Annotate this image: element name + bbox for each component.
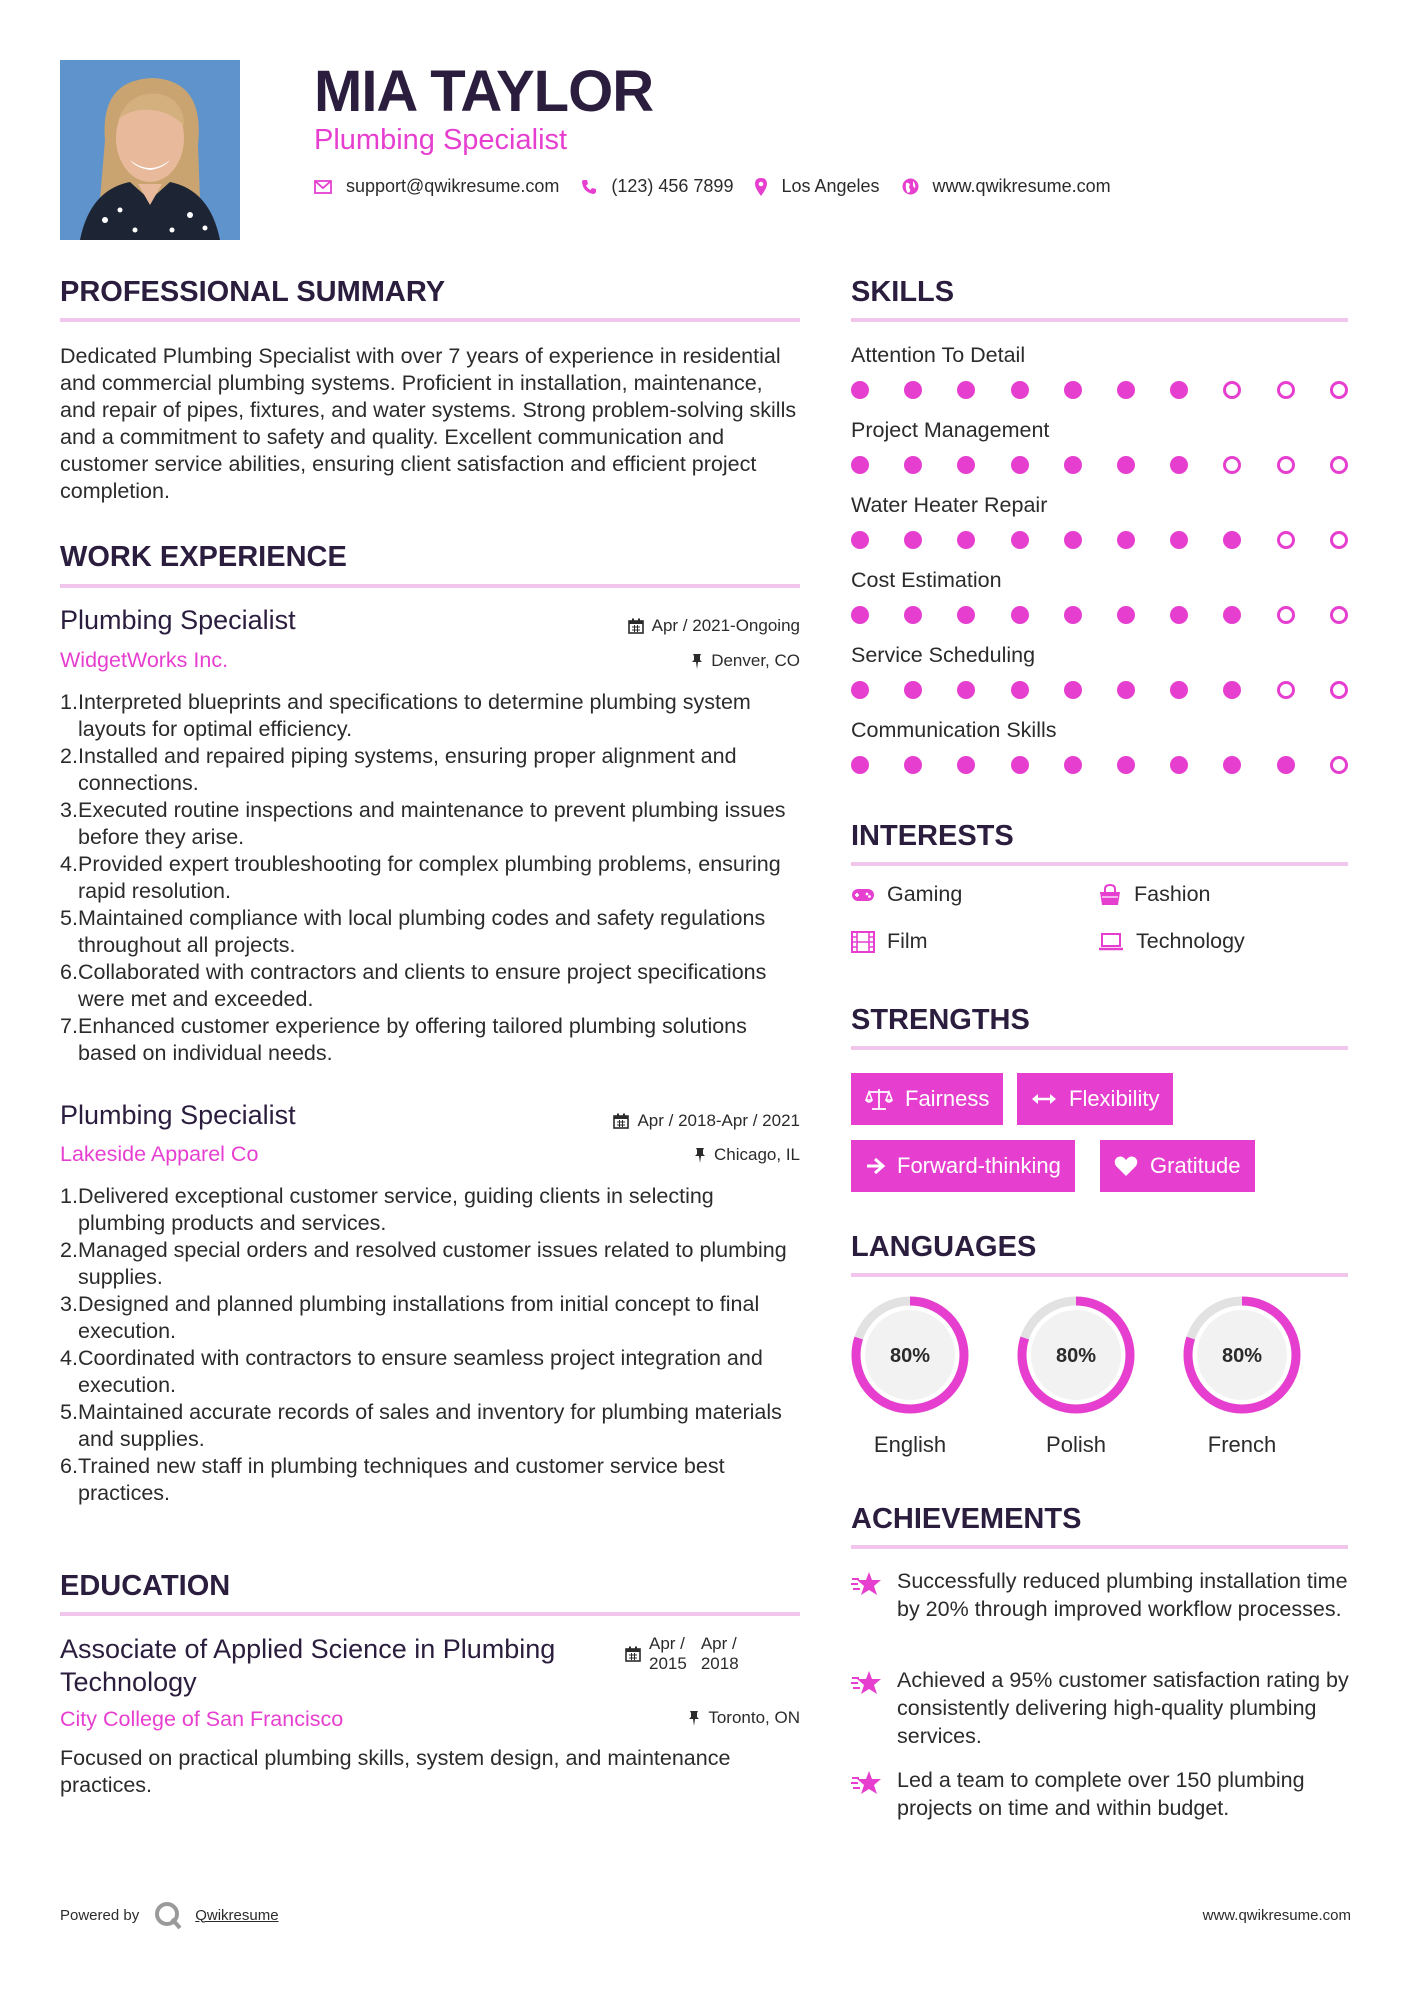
rating-dot-filled [957,381,975,399]
languages-divider [851,1273,1348,1277]
gamepad-icon [851,887,875,903]
rating-dot-filled [1170,606,1188,624]
rating-dot-filled [957,456,975,474]
skills-divider [851,318,1348,322]
experience-heading: WORK EXPERIENCE [60,541,347,573]
globe-icon [902,178,919,195]
rating-dot-filled [851,606,869,624]
rating-dot-filled [1170,681,1188,699]
list-item: Maintained compliance with local plumbing codes and safety regulations throughout all projects. [78,906,766,957]
contact-phone[interactable] [581,176,733,197]
degree-line-1: Associate of Applied Science in Plumbing [60,1634,556,1664]
skills-heading: SKILLS [851,276,955,308]
skill-rating [851,606,1351,626]
rating-dot-filled [1117,756,1135,774]
brand-link[interactable]: Qwikresume [195,1906,279,1924]
calendar-icon [628,618,644,634]
profile-photo [60,60,240,240]
pin-icon [694,1147,706,1163]
list-item: Trained new staff in plumbing techniques and customer service best practices. [78,1454,725,1505]
rating-dot-filled [851,456,869,474]
shopping-bag-icon [1098,884,1122,906]
strengths-heading: STRENGTHS [851,1004,1030,1036]
job-duties-list [60,689,800,1067]
candidate-name: MIA TAYLOR [314,59,654,124]
rating-dot-filled [851,681,869,699]
rating-dot-empty [1330,456,1348,474]
skill-rating [851,381,1351,401]
interest-technology [1098,929,1245,954]
skill-name: Cost Estimation [851,568,1002,592]
pin-icon [691,653,703,669]
location-text: Los Angeles [781,176,880,196]
star-icon [851,1571,883,1597]
interest-gaming [851,882,962,907]
interest-label: Film [887,929,928,953]
job-location-text: Chicago, IL [714,1145,800,1164]
rating-dot-filled [1223,606,1241,624]
rating-dot-empty [1277,456,1295,474]
rating-dot-filled [904,756,922,774]
education-divider [60,1612,800,1616]
rating-dot-filled [1223,756,1241,774]
qwikresume-logo-icon [153,1900,183,1930]
list-item: Provided expert troubleshooting for complex plumbing problems, ensuring rapid resolution. [78,852,781,903]
language-name: French [1207,1432,1277,1457]
rating-dot-filled [1117,681,1135,699]
list-item: Delivered exceptional customer service, guiding clients in selecting plumbing products and services. [78,1184,714,1235]
calendar-icon [613,1113,629,1129]
phone-icon [581,179,597,195]
rating-dot-empty [1330,606,1348,624]
list-item: Managed special orders and resolved customer issues related to plumbing supplies. [78,1238,787,1289]
laptop-icon [1098,933,1124,951]
rating-dot-filled [1011,681,1029,699]
achievement-text: Successfully reduced plumbing installation time by 20% through improved workflow processes. [897,1569,1348,1621]
list-item: Installed and repaired piping systems, ensuring proper alignment and connections. [78,744,737,795]
education-heading: EDUCATION [60,1570,231,1602]
skill-name: Service Scheduling [851,643,1036,667]
rating-dot-filled [957,606,975,624]
rating-dot-filled [1064,756,1082,774]
start-month: Apr / [649,1634,685,1653]
rating-dot-filled [1064,381,1082,399]
achievement-text: Led a team to complete over 150 plumbing projects on time and within budget. [897,1768,1305,1820]
job-location-text: Denver, CO [711,651,800,670]
education-location-text: Toronto, ON [708,1708,800,1727]
language-percent: 80% [1221,1345,1263,1367]
envelope-icon [314,180,332,194]
rating-dot-filled [1117,606,1135,624]
school-name: City College of San Francisco [60,1707,344,1731]
start-year: 2015 [649,1654,687,1673]
degree-title [60,1633,555,1699]
rating-dot-empty [1277,606,1295,624]
rating-dot-filled [1011,456,1029,474]
powered-by-text: Powered by [60,1906,140,1924]
rating-dot-empty [1223,456,1241,474]
rating-dot-filled [1011,531,1029,549]
job-dates-text: Apr / 2018-Apr / 2021 [637,1111,800,1130]
interest-label: Fashion [1134,882,1211,906]
education-description: Focused on practical plumbing skills, system design, and maintenance practices. [60,1746,731,1797]
rating-dot-filled [1011,606,1029,624]
pin-icon [688,1710,700,1726]
summary-divider [60,318,800,322]
rating-dot-filled [1170,756,1188,774]
job-location [691,651,800,671]
website-text: www.qwikresume.com [932,176,1111,196]
achievement-item [851,1766,1351,1822]
language-item [1014,1293,1138,1458]
rating-dot-filled [851,381,869,399]
end-year: 2018 [700,1654,739,1673]
skill-rating [851,681,1351,701]
rating-dot-filled [1223,681,1241,699]
interests-divider [851,862,1348,866]
contact-location [755,176,879,197]
interest-film [851,929,928,954]
rating-dot-filled [957,681,975,699]
interests-heading: INTERESTS [851,820,1014,852]
job-dates-text: Apr / 2021-Ongoing [651,616,800,635]
job-duties-list [60,1183,800,1507]
rating-dot-filled [1064,456,1082,474]
rating-dot-filled [1117,456,1135,474]
rating-dot-filled [1011,381,1029,399]
job-dates [613,1111,800,1131]
achievement-item [851,1567,1351,1623]
map-pin-icon [755,178,767,196]
rating-dot-filled [957,756,975,774]
strength-label: Fairness [905,1086,990,1111]
rating-dot-filled [904,456,922,474]
list-item: Collaborated with contractors and clients to ensure project specifications were met and exceeded. [78,960,767,1011]
rating-dot-empty [1277,531,1295,549]
language-percent: 80% [889,1345,931,1367]
strength-badge-fairness [851,1073,1003,1125]
interest-label: Technology [1136,929,1245,953]
rating-dot-empty [1277,381,1295,399]
education-dates [625,1634,739,1674]
contact-bar [314,176,1133,197]
rating-dot-filled [1223,531,1241,549]
achievement-item [851,1666,1351,1750]
rating-dot-filled [1064,606,1082,624]
summary-heading: PROFESSIONAL SUMMARY [60,276,446,308]
rating-dot-filled [1170,531,1188,549]
film-icon [851,931,875,953]
strength-badge-gratitude [1100,1140,1255,1192]
job-location [694,1145,800,1165]
achievements-divider [851,1545,1348,1549]
rating-dot-filled [904,531,922,549]
skill-rating [851,756,1351,776]
contact-website[interactable] [902,176,1111,197]
rating-dot-filled [851,756,869,774]
rating-dot-empty [1330,531,1348,549]
rating-dot-empty [1277,681,1295,699]
rating-dot-filled [1011,756,1029,774]
rating-dot-filled [1277,756,1295,774]
strengths-divider [851,1046,1348,1050]
calendar-icon [625,1646,641,1662]
education-location [688,1708,800,1728]
language-progress-ring [1180,1293,1304,1417]
rating-dot-empty [1330,381,1348,399]
skill-name: Attention To Detail [851,343,1026,367]
rating-dot-filled [957,531,975,549]
languages-heading: LANGUAGES [851,1231,1037,1263]
skill-name: Project Management [851,418,1050,442]
rating-dot-empty [1223,381,1241,399]
rating-dot-filled [904,681,922,699]
strength-badge-flexibility [1017,1073,1173,1125]
language-progress-ring [1014,1293,1138,1417]
list-item: Coordinated with contractors to ensure seamless project integration and execution. [78,1346,763,1397]
footer-website[interactable]: www.qwikresume.com [1202,1907,1351,1924]
contact-email[interactable] [314,176,559,197]
email-text: support@qwikresume.com [346,176,560,196]
interest-fashion [1098,882,1211,907]
list-item: Designed and planned plumbing installations from initial concept to final execution. [78,1292,760,1343]
strength-label: Flexibility [1069,1086,1160,1111]
language-item [848,1293,972,1458]
list-item: Maintained accurate records of sales and inventory for plumbing materials and supplies. [78,1400,782,1451]
job-company: WidgetWorks Inc. [60,648,229,672]
rating-dot-empty [1330,756,1348,774]
rating-dot-filled [904,606,922,624]
strength-label: Gratitude [1150,1153,1241,1178]
end-month: Apr / [700,1634,737,1653]
strength-badge-forward-thinking [851,1140,1075,1192]
strength-label: Forward-thinking [897,1153,1061,1178]
job-title: Plumbing Specialist [60,605,296,635]
skill-name: Water Heater Repair [851,493,1048,517]
footer-branding [60,1900,279,1930]
experience-divider [60,584,800,588]
list-item: Interpreted blueprints and specifications to determine plumbing system layouts for optimal efficiency. [78,690,751,741]
list-item: Executed routine inspections and maintenance to prevent plumbing issues before they arise. [78,798,786,849]
skill-name: Communication Skills [851,718,1057,742]
language-percent: 80% [1055,1345,1097,1367]
language-progress-ring [848,1293,972,1417]
star-icon [851,1770,883,1796]
phone-text: (123) 456 7899 [611,176,734,196]
interest-label: Gaming [887,882,963,906]
language-item [1180,1293,1304,1458]
star-icon [851,1670,883,1696]
summary-text: Dedicated Plumbing Specialist with over 7 years of experience in residential and commercial plumbing systems. Proficient in installation, maintenance, and repair of pipes, fixtures, and water systems. Strong problem-solving skills and a commitment to safety and quality. Excellent communication and customer service abilities, ensuring client satisfaction and efficient project completion. [60,344,797,503]
rating-dot-filled [1170,381,1188,399]
achievement-text: Achieved a 95% customer satisfaction rating by consistently delivering high-quality plumbing services. [897,1668,1349,1748]
arrow-right-icon [865,1157,885,1175]
language-name: Polish [1046,1432,1106,1457]
list-item: Enhanced customer experience by offering tailored plumbing solutions based on individual needs. [78,1014,747,1065]
candidate-role: Plumbing Specialist [314,124,568,156]
rating-dot-filled [1117,381,1135,399]
achievements-heading: ACHIEVEMENTS [851,1503,1082,1535]
language-name: English [873,1432,947,1457]
degree-line-2: Technology [60,1667,197,1697]
skill-rating [851,456,1351,476]
rating-dot-filled [851,531,869,549]
skill-rating [851,531,1351,551]
rating-dot-filled [1064,681,1082,699]
job-title: Plumbing Specialist [60,1100,296,1130]
rating-dot-filled [1064,531,1082,549]
rating-dot-filled [904,381,922,399]
rating-dot-empty [1330,681,1348,699]
heart-icon [1114,1155,1138,1177]
rating-dot-filled [1117,531,1135,549]
rating-dot-filled [1170,456,1188,474]
arrows-horizontal-icon [1031,1092,1057,1106]
scale-icon [865,1087,893,1111]
job-company: Lakeside Apparel Co [60,1142,259,1166]
job-dates [628,616,800,636]
